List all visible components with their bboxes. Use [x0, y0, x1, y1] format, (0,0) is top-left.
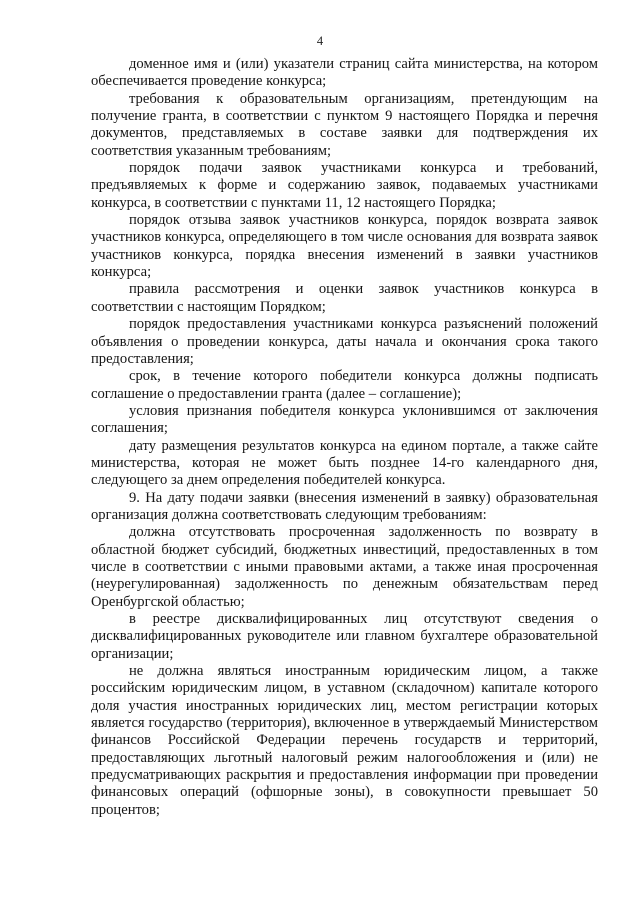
paragraph-foreign-entity: не должна являться иностранным юридическим лицом, а также российским юридическим лицом, в уставном (складочном) капитале которого доля участия иностранных юридических лиц, местом регистрации которых является государство (территория), включенное в утверждаемый Министерством финансов Российской Федерации перечень государств и территорий, предоставляющих льготный налоговый режим налогообложения и (или) не предусматривающих раскрытия и предоставления информации при проведении финансовых операций (офшорные зоны), в совокупности превышает 50 процентов; — [91, 663, 598, 818]
paragraph-clause-9: 9. На дату подачи заявки (внесения изменений в заявку) образовательная организация должна соответствовать следующим требованиям: — [91, 489, 598, 523]
paragraph-requirements: требования к образовательным организациям, претендующим на получение гранта, в соответствии с пунктом 9 настоящего Порядка и перечня документов, представляемых в составе заявки для подтверждения их соответствия указанным требованиям; — [91, 90, 598, 159]
paragraph-application-procedure: порядок подачи заявок участниками конкурса и требований, предъявляемых к форме и содержанию заявок, подаваемых участниками конкурса, в соответствии с пунктами 11, 12 настоящего Порядка; — [91, 160, 598, 211]
paragraph-domain: доменное имя и (или) указатели страниц сайта министерства, на котором обеспечивается проведение конкурса; — [91, 56, 598, 90]
paragraph-results-date: дату размещения результатов конкурса на едином портале, а также сайте министерства, которая не может быть позднее 14-го календарного дня, следующего за днем определения победителей конкурса. — [91, 437, 598, 489]
page-number: 4 — [316, 34, 324, 48]
paragraph-review-rules: правила рассмотрения и оценки заявок участников конкурса в соответствии с настоящим Порядком; — [91, 281, 598, 315]
paragraph-disqualified-register: в реестре дисквалифицированных лиц отсутствуют сведения о дисквалифицированных руководителе или главном бухгалтере образовательной организации; — [91, 611, 598, 662]
paragraph-signing-term: срок, в течение которого победители конкурса должны подписать соглашение о предоставлении гранта (далее – соглашение); — [91, 368, 598, 402]
paragraph-evasion-conditions: условия признания победителя конкурса уклонившимся от заключения соглашения; — [91, 402, 598, 437]
document-body — [91, 56, 598, 819]
paragraph-no-debt: должна отсутствовать просроченная задолженность по возврату в областной бюджет субсидий, бюджетных инвестиций, предоставленных в том числе в соответствии с иными правовыми актами, а также иная просроченная (неурегулированная) задолженность по денежным обязательствам перед Оренбургской областью; — [91, 524, 598, 610]
paragraph-clarifications: порядок предоставления участниками конкурса разъяснений положений объявления о проведении конкурса, даты начала и окончания срока такого предоставления; — [91, 316, 598, 367]
paragraph-withdrawal-procedure: порядок отзыва заявок участников конкурса, порядок возврата заявок участников конкурса, определяющего в том числе основания для возврата заявок участников конкурса, порядка внесения изменений в заявки участников конкурса; — [91, 212, 598, 281]
